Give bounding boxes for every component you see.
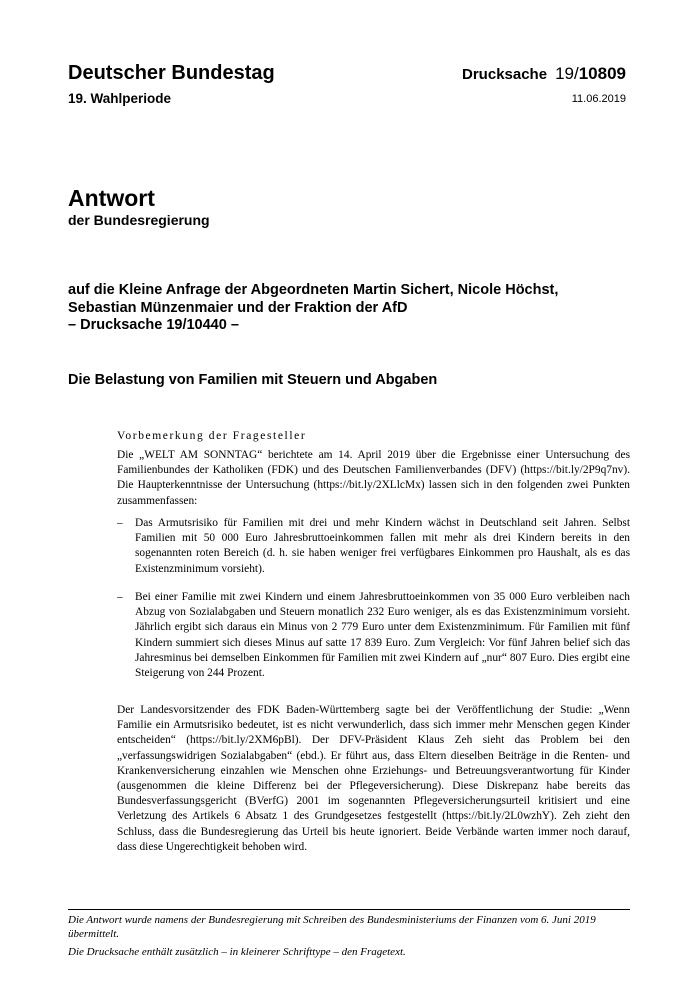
bullet-marker: – xyxy=(117,517,123,529)
body-paragraph-1: Die „WELT AM SONNTAG“ berichtete am 14. April 2019 über die Ergebnisse einer Untersuchung des Familienbundes der Katholiken (FDK) und des Deutschen Familienverbandes (DFV) (https://bit.ly/2P9q7nv). Die Haupterkenntnisse der Untersuchung (https://bit.ly/2XLlcMx) lassen sich in den folgenden zwei Punkten zusammenfassen: xyxy=(117,449,630,507)
organization-name: Deutscher Bundestag xyxy=(68,62,275,84)
bullet-marker: – xyxy=(117,591,123,603)
inquiry-reference xyxy=(68,282,598,335)
body-paragraph-2: Der Landesvorsitzender des FDK Baden-Württemberg sagte bei der Veröffentlichung der Studie: „Wenn Familie ein Armutsrisiko bedeutet, ist es nicht verwunderlich, dass sich immer mehr Menschen gegen Kinder entscheiden“ (https://bit.ly/2XM6pBl). Der DFV-Präsident Klaus Zeh sieht das Problem bei den „verfassungswidrigen Sozialabgaben“ (ebd.). Er führt aus, dass Eltern dieselben Beiträge in die Renten- und Krankenversicherung einzahlen wie Menschen ohne Erziehungs- und Betreuungsverantwortung für Kinder (ausgenommen die kleine Differenz bei der Pflegeversicherung). Diese Diskrepanz habe bereits das Bundesverfassungsgericht (BVerfG) 2001 im sogenannten Pflegeversicherungsurteil kritisiert und eine Verletzung des Artikels 6 Absatz 1 des Grundgesetzes festgestellt (https://bit.ly/2L0wzhY). Zeh zieht den Schluss, dass die Bundesregierung das Urteil bis heute ignoriert. Beide Verbände warten immer noch darauf, dass diese Ungerechtigkeit behoben wird. xyxy=(117,704,630,853)
drucksache-prefix: 19/ xyxy=(555,64,579,83)
page-subtitle: der Bundesregierung xyxy=(68,212,210,228)
election-period: 19. Wahlperiode xyxy=(68,91,172,106)
drucksache-label: Drucksache xyxy=(462,66,548,83)
footer-note-2: Die Drucksache enthält zusätzlich – in kleinerer Schrifttype – den Fragetext. xyxy=(68,946,406,958)
footer-note-1: Die Antwort wurde namens der Bundesregierung mit Schreiben des Bundesministeriums der Finanzen vom 6. Juni 2019 übermittelt. xyxy=(68,914,596,940)
bullet-text: Das Armutsrisiko für Familien mit drei und mehr Kindern wächst in Deutschland seit Jahren. Selbst Familien mit 50 000 Euro Jahresbruttoeinkommen fallen mit mehr als drei Kindern bereits in den sogenannten roten Bereich (d. h. sie haben weniger frei verfügbares Einkommen pro Haushalt, als es das Existenzminimum vorsieht). xyxy=(135,517,630,575)
document-date: 11.06.2019 xyxy=(571,93,626,105)
bullet-item xyxy=(117,590,630,681)
inquiry-line-1: auf die Kleine Anfrage der Abgeordneten Martin Sichert, Nicole Höchst, xyxy=(68,282,559,298)
bullet-item xyxy=(117,516,630,577)
inquiry-line-2: Sebastian Münzenmaier und der Fraktion der AfD xyxy=(68,299,408,316)
drucksache-number xyxy=(462,64,626,84)
drucksache-number-bold: 10809 xyxy=(578,64,626,83)
page-title: Antwort xyxy=(68,185,155,211)
bullet-text: Bei einer Familie mit zwei Kindern und einem Jahresbruttoeinkommen von 35 000 Euro verbleiben nach Abzug von Sozialabgaben und Steuern monatlich 232 Euro weniger, als es das Existenzminimum vorsieht. Jährlich ergibt sich daraus ein Minus von 2 779 Euro unter dem Existenzminimum. Für Familien mit fünf Kindern summiert sich dieses Minus auf satte 17 839 Euro. Zum Vergleich: Vor fünf Jahren belief sich das Jahresminus bei demselben Einkommen für Familien mit zwei Kindern auf „nur“ 807 Euro. Dies ergibt eine Steigerung von 244 Prozent. xyxy=(135,591,630,680)
inquiry-line-3: – Drucksache 19/10440 – xyxy=(68,317,239,333)
subject-title: Die Belastung von Familien mit Steuern und Abgaben xyxy=(68,372,438,388)
preliminary-remark-heading: Vorbemerkung der Fragesteller xyxy=(117,430,307,442)
footer-divider xyxy=(68,909,630,910)
